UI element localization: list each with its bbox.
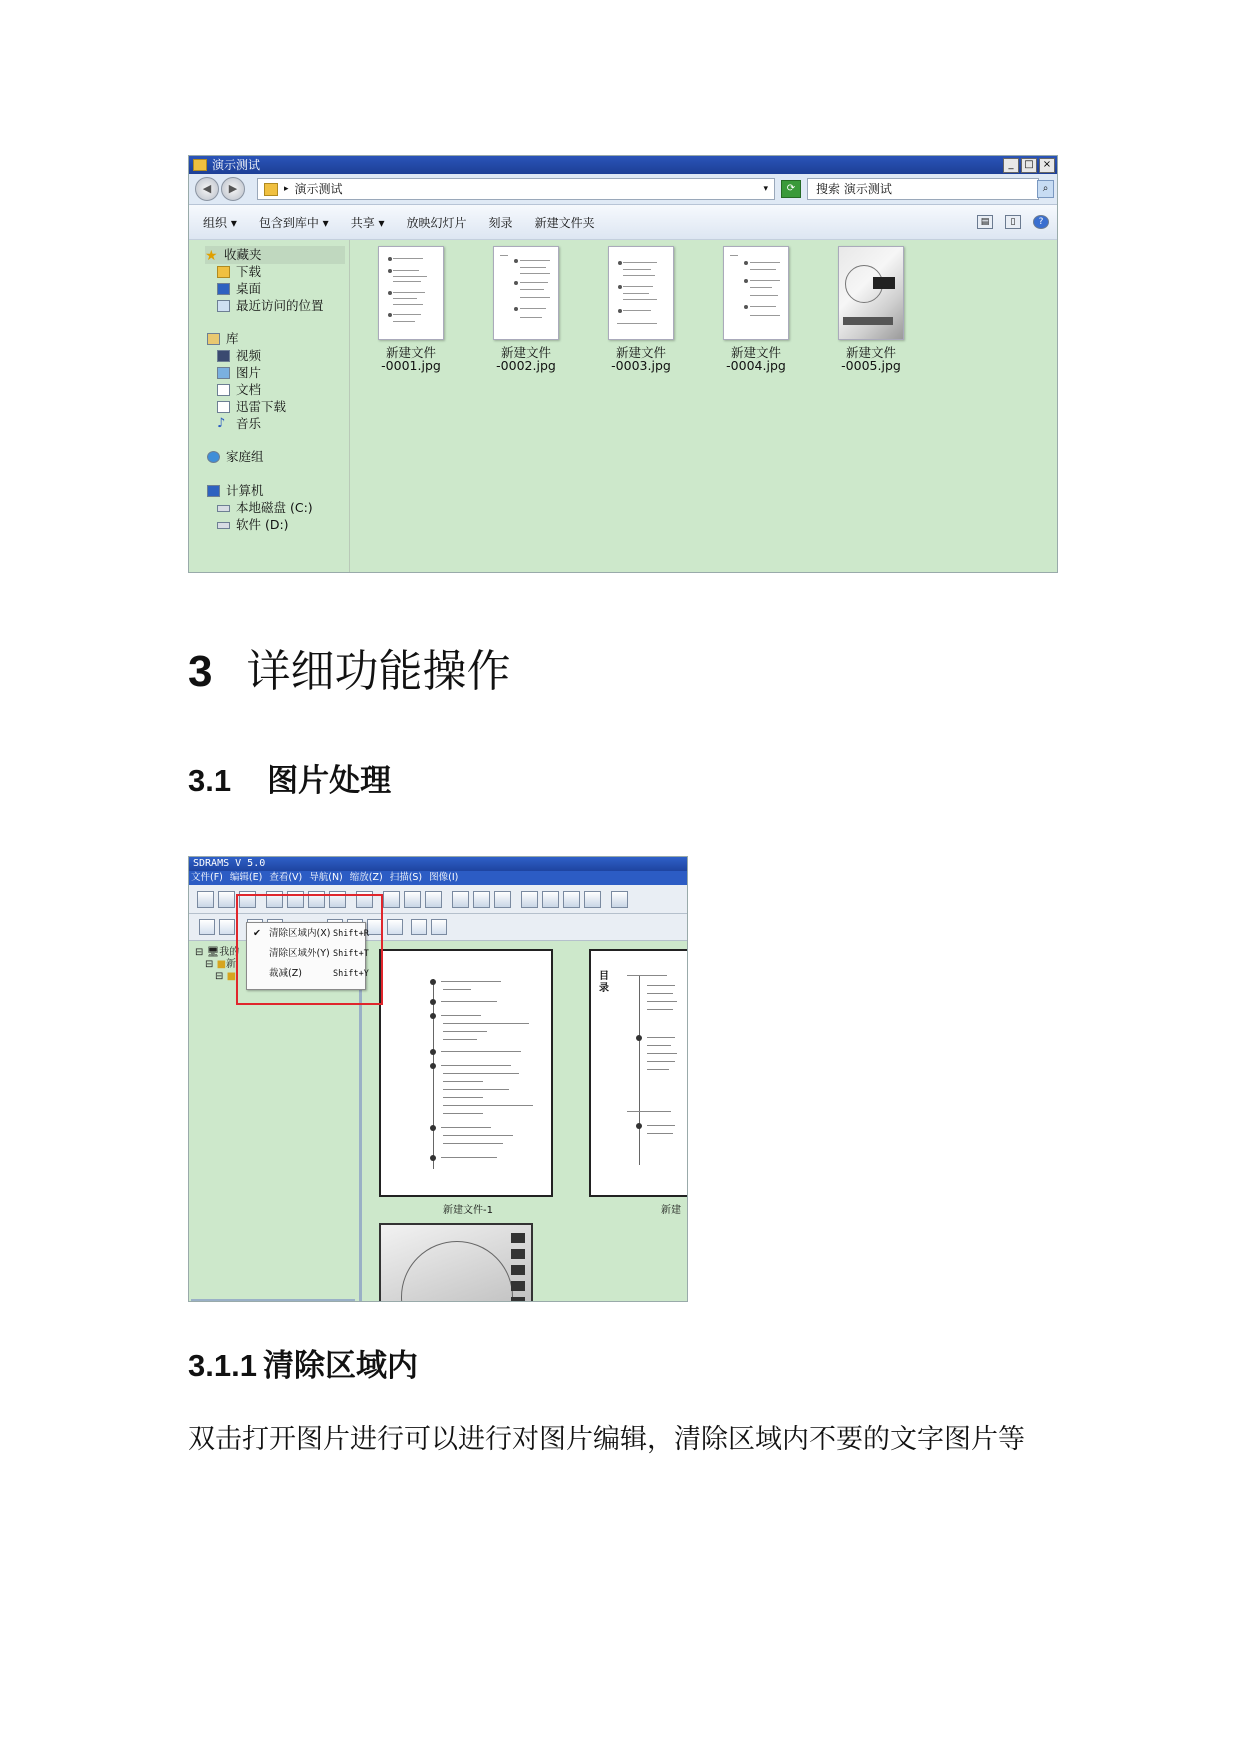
page-heading: 目 录 bbox=[599, 971, 609, 994]
nav-item-local-disk[interactable] bbox=[217, 499, 313, 517]
file-name: 新建文件 bbox=[500, 345, 551, 360]
nav-item-libraries[interactable] bbox=[207, 330, 239, 348]
window-title: 演示测试 bbox=[212, 158, 261, 172]
nav-label: 音乐 bbox=[236, 416, 262, 431]
file-name: 新建文件 bbox=[385, 345, 436, 360]
nav-label: 家庭组 bbox=[226, 449, 264, 464]
body-paragraph: 双击打开图片进行可以进行对图片编辑，清除区域内不要的文字图片等 bbox=[188, 1424, 1025, 1455]
copy-icon[interactable] bbox=[404, 891, 421, 908]
sdrams-titlebar bbox=[189, 857, 687, 871]
hand-icon[interactable] bbox=[611, 891, 628, 908]
refresh-icon[interactable] bbox=[563, 891, 580, 908]
menu-scan[interactable]: 扫描(S) bbox=[389, 872, 423, 883]
cut-icon[interactable] bbox=[383, 891, 400, 908]
page-view bbox=[365, 939, 687, 1301]
address-bar-row bbox=[189, 174, 1057, 205]
nav-label: 计算机 bbox=[226, 483, 264, 498]
file-item[interactable] bbox=[591, 246, 691, 372]
folder-icon bbox=[264, 183, 278, 196]
thumbnail-icon[interactable] bbox=[411, 919, 427, 935]
file-item[interactable] bbox=[361, 246, 461, 372]
flip-icon[interactable] bbox=[473, 891, 490, 908]
heading-text: 清除区域内 bbox=[262, 1348, 418, 1384]
search-icon[interactable]: ⌕ bbox=[1037, 180, 1054, 198]
video-icon bbox=[217, 350, 230, 362]
menu-item-label: 清除区域内(X) bbox=[269, 928, 331, 939]
menu-navigate[interactable]: 导航(N) bbox=[309, 872, 343, 883]
library-icon bbox=[207, 333, 220, 345]
search-placeholder: 搜索 演示测试 bbox=[816, 182, 892, 196]
preview-pane-icon[interactable]: ▯ bbox=[1005, 215, 1021, 229]
burn-button[interactable]: 刻录 bbox=[488, 215, 513, 230]
undo-icon[interactable] bbox=[494, 891, 511, 908]
organize-button[interactable]: 组织 ▾ bbox=[203, 215, 237, 230]
file-ext: -0003.jpg bbox=[611, 358, 671, 373]
nav-item-pictures[interactable] bbox=[217, 364, 261, 382]
nav-label: 文档 bbox=[236, 382, 262, 397]
tree-grandchild[interactable]: ⊟ ■ bbox=[215, 971, 237, 982]
document-icon bbox=[217, 384, 230, 396]
explorer-body bbox=[189, 240, 1057, 572]
heading-number: 3.1 bbox=[188, 763, 232, 798]
address-text: 演示测试 bbox=[294, 182, 343, 196]
nav-item-homegroup[interactable] bbox=[207, 448, 264, 466]
zoom-icon[interactable] bbox=[199, 919, 215, 935]
nav-item-favorites[interactable] bbox=[205, 246, 345, 264]
sdrams-title: SDRAMS V 5.0 bbox=[193, 858, 266, 869]
tools-icon[interactable] bbox=[584, 891, 601, 908]
file-item[interactable] bbox=[821, 246, 921, 372]
page-thumbnail-3[interactable] bbox=[379, 1223, 533, 1302]
menu-file[interactable]: 文件(F) bbox=[191, 872, 223, 883]
scan-template-panel bbox=[191, 1299, 355, 1302]
computer-icon bbox=[207, 485, 220, 497]
tree-child-label: 新 bbox=[226, 959, 237, 970]
view-options-icon[interactable]: ▤ bbox=[977, 215, 993, 229]
text-icon[interactable] bbox=[452, 891, 469, 908]
star-icon: ★ bbox=[205, 248, 218, 264]
nav-item-downloads[interactable] bbox=[217, 263, 261, 281]
menu-item-shortcut: Shift+R bbox=[333, 929, 369, 939]
include-in-library-button[interactable]: 包含到库中 ▾ bbox=[258, 215, 329, 230]
rotate-right-icon[interactable] bbox=[542, 891, 559, 908]
page-caption: 新建 bbox=[661, 1205, 681, 1216]
desktop-icon bbox=[217, 283, 230, 295]
picture-icon bbox=[217, 367, 230, 379]
nav-label: 视频 bbox=[236, 348, 262, 363]
chevron-down-icon[interactable]: ▾ bbox=[763, 184, 768, 194]
drive-icon bbox=[217, 522, 230, 529]
download-folder-icon bbox=[217, 266, 230, 278]
section-heading-3-1-1 bbox=[188, 1345, 418, 1387]
chevron-right-icon: ▸ bbox=[284, 184, 289, 194]
page-caption: 新建文件-1 bbox=[443, 1205, 493, 1216]
nav-label: 下载 bbox=[236, 264, 262, 279]
nav-item-music[interactable] bbox=[217, 415, 261, 433]
recent-places-icon bbox=[217, 300, 230, 312]
list-icon[interactable] bbox=[431, 919, 447, 935]
file-thumbnail bbox=[838, 246, 904, 340]
nav-item-videos[interactable] bbox=[217, 347, 261, 365]
command-bar bbox=[189, 205, 1057, 240]
file-ext: -0001.jpg bbox=[381, 358, 441, 373]
nav-item-computer[interactable] bbox=[207, 482, 264, 500]
heading-text: 图片处理 bbox=[267, 763, 392, 799]
minimize-icon[interactable]: _ bbox=[1003, 158, 1019, 173]
page-thumbnail-1[interactable] bbox=[379, 949, 553, 1197]
refresh-icon[interactable]: ⟳ bbox=[781, 180, 801, 198]
file-thumbnail bbox=[608, 246, 674, 340]
back-button[interactable]: ◀ bbox=[195, 177, 219, 201]
maximize-icon[interactable]: □ bbox=[1021, 158, 1037, 173]
file-list bbox=[361, 240, 1057, 572]
address-input[interactable] bbox=[257, 178, 775, 200]
menu-item-shortcut: Shift+T bbox=[333, 949, 369, 959]
file-thumbnail bbox=[723, 246, 789, 340]
explorer-window-screenshot bbox=[188, 155, 1058, 573]
menu-image[interactable]: 图像(I) bbox=[429, 872, 459, 883]
paste-icon[interactable] bbox=[425, 891, 442, 908]
nav-label: 图片 bbox=[236, 365, 262, 380]
slideshow-button[interactable]: 放映幻灯片 bbox=[406, 215, 467, 230]
file-ext: -0004.jpg bbox=[726, 358, 786, 373]
nav-item-xunlei[interactable] bbox=[217, 398, 286, 416]
new-folder-button[interactable]: 新建文件夹 bbox=[534, 215, 595, 230]
nav-label: 最近访问的位置 bbox=[236, 298, 324, 313]
tree-root[interactable]: ⊟ 🖥我的 bbox=[195, 947, 240, 958]
file-thumbnail bbox=[378, 246, 444, 340]
heading-number: 3.1.1 bbox=[188, 1348, 257, 1383]
menu-item-label: 清除区域外(Y) bbox=[269, 948, 330, 959]
file-item[interactable] bbox=[476, 246, 576, 372]
nav-label: 桌面 bbox=[236, 281, 262, 296]
check-icon: ✔ bbox=[253, 928, 261, 939]
file-ext: -0002.jpg bbox=[496, 358, 556, 373]
tree-child[interactable]: ⊟ ■新 bbox=[205, 959, 237, 970]
menu-edit[interactable]: 编辑(E) bbox=[229, 872, 263, 883]
folder-icon bbox=[193, 159, 207, 171]
view-controls bbox=[977, 215, 1049, 229]
menu-item-label: 裁减(Z) bbox=[269, 968, 302, 979]
rotate-left-icon[interactable] bbox=[521, 891, 538, 908]
grid-icon[interactable] bbox=[387, 919, 403, 935]
share-button[interactable]: 共享 ▾ bbox=[350, 215, 385, 230]
nav-item-software[interactable] bbox=[217, 516, 289, 534]
menu-zoom[interactable]: 缩放(Z) bbox=[349, 872, 383, 883]
download-icon bbox=[217, 401, 230, 413]
open-icon[interactable] bbox=[218, 891, 235, 908]
nav-item-recent[interactable] bbox=[217, 297, 324, 315]
highlight-box bbox=[236, 894, 383, 1005]
explorer-titlebar bbox=[189, 156, 1057, 174]
heading-text: 详细功能操作 bbox=[246, 646, 511, 697]
forward-button[interactable]: ▶ bbox=[221, 177, 245, 201]
nav-label: 软件 (D:) bbox=[236, 517, 289, 532]
menu-view[interactable]: 查看(V) bbox=[269, 872, 303, 883]
file-name: 新建文件 bbox=[730, 345, 781, 360]
help-icon[interactable]: ? bbox=[1033, 215, 1049, 229]
page-thumbnail-2[interactable] bbox=[589, 949, 688, 1197]
file-item[interactable] bbox=[706, 246, 806, 372]
nav-label: 迅雷下载 bbox=[236, 399, 287, 414]
nav-item-documents[interactable] bbox=[217, 381, 261, 399]
nav-item-desktop[interactable] bbox=[217, 280, 261, 298]
file-thumbnail bbox=[493, 246, 559, 340]
computer-icon: 🖥 bbox=[206, 947, 220, 958]
navigation-pane bbox=[189, 240, 350, 572]
new-icon[interactable] bbox=[197, 891, 214, 908]
nav-label: 本地磁盘 (C:) bbox=[236, 500, 313, 515]
nav-label: 收藏夹 bbox=[224, 247, 262, 262]
folder-icon: ■ bbox=[226, 971, 237, 982]
folder-icon: ■ bbox=[216, 959, 227, 970]
window-controls bbox=[1003, 158, 1055, 173]
file-ext: -0005.jpg bbox=[841, 358, 901, 373]
tree-root-label: 我的 bbox=[219, 947, 240, 958]
close-icon[interactable]: × bbox=[1039, 158, 1055, 173]
music-icon: ♪ bbox=[217, 416, 226, 431]
section-heading-3 bbox=[188, 644, 510, 700]
sdrams-menubar bbox=[189, 871, 687, 885]
drive-icon bbox=[217, 505, 230, 512]
menu-item-shortcut: Shift+Y bbox=[333, 969, 369, 979]
section-heading-3-1 bbox=[188, 760, 391, 802]
file-name: 新建文件 bbox=[845, 345, 896, 360]
heading-number: 3 bbox=[188, 647, 213, 696]
search-input[interactable] bbox=[807, 178, 1049, 200]
folder-tree bbox=[195, 947, 239, 983]
pan-icon[interactable] bbox=[219, 919, 235, 935]
file-name: 新建文件 bbox=[615, 345, 666, 360]
panel-title bbox=[191, 1301, 355, 1302]
nav-label: 库 bbox=[226, 331, 239, 346]
homegroup-icon bbox=[207, 451, 220, 463]
